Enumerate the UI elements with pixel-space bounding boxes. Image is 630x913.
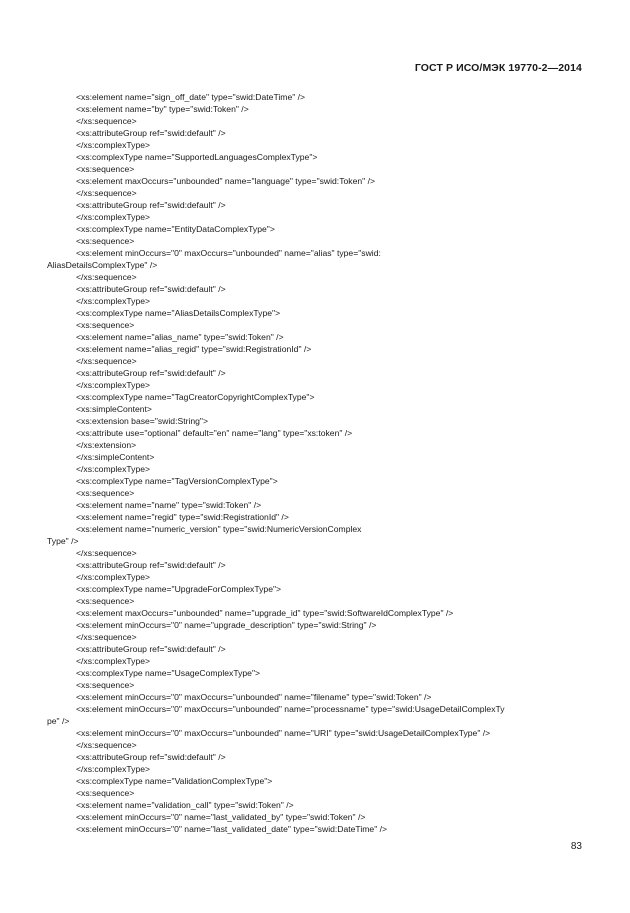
code-line: <xs:element name="validation_call" type="swid:Token" />: [76, 800, 294, 810]
code-line: <xs:simpleContent>: [76, 404, 152, 414]
code-line: </xs:complexType>: [76, 764, 151, 774]
code-line: </xs:complexType>: [76, 572, 151, 582]
code-line: <xs:complexType name="AliasDetailsComplexType">: [76, 308, 281, 318]
code-line: <xs:element minOccurs="0" maxOccurs="unbounded" name="filename" type="swid:Token" />: [76, 692, 432, 702]
code-line: <xs:attributeGroup ref="swid:default" />: [76, 644, 226, 654]
code-line: <xs:element name="alias_regid" type="swid:RegistrationId" />: [76, 344, 312, 354]
xsd-code-listing: [0, 91, 630, 835]
code-line: <xs:element minOccurs="0" maxOccurs="unbounded" name="processname" type="swid:UsageDetailComplexTy: [76, 704, 505, 714]
code-line: <xs:element minOccurs="0" name="upgrade_description" type="swid:String" />: [76, 620, 377, 630]
code-line: <xs:attributeGroup ref="swid:default" />: [76, 200, 226, 210]
code-line: </xs:simpleContent>: [76, 452, 155, 462]
code-line: <xs:element name="alias_name" type="swid:Token" />: [76, 332, 284, 342]
code-line: <xs:complexType name="UpgradeForComplexType">: [76, 584, 282, 594]
code-line: <xs:attributeGroup ref="swid:default" />: [76, 752, 226, 762]
code-line-continuation: Type" />: [47, 536, 79, 546]
code-line: <xs:attribute use="optional" default="en" name="lang" type="xs:token" />: [76, 428, 353, 438]
code-line: <xs:element minOccurs="0" name="last_validated_date" type="swid:DateTime" />: [76, 824, 388, 834]
code-line: <xs:element minOccurs="0" maxOccurs="unbounded" name="alias" type="swid:: [76, 248, 381, 258]
code-line: </xs:sequence>: [76, 632, 137, 642]
code-line: <xs:complexType name="TagCreatorCopyrightComplexType">: [76, 392, 315, 402]
code-line: </xs:complexType>: [76, 296, 151, 306]
code-line: <xs:complexType name="ValidationComplexType">: [76, 776, 273, 786]
code-line: </xs:sequence>: [76, 740, 137, 750]
code-line: <xs:sequence>: [76, 164, 135, 174]
code-line: </xs:complexType>: [76, 656, 151, 666]
code-line: <xs:sequence>: [76, 596, 135, 606]
code-line: <xs:complexType name="TagVersionComplexType">: [76, 476, 278, 486]
code-line-continuation: AliasDetailsComplexType" />: [47, 260, 158, 270]
code-line: <xs:complexType name="EntityDataComplexType">: [76, 224, 275, 234]
code-line: </xs:sequence>: [76, 116, 137, 126]
document-header: ГОСТ Р ИСО/МЭК 19770-2—2014: [414, 62, 582, 74]
code-line: <xs:complexType name="UsageComplexType">: [76, 668, 261, 678]
code-line-continuation: pe" />: [47, 716, 70, 726]
code-line: <xs:attributeGroup ref="swid:default" />: [76, 128, 226, 138]
code-line: </xs:complexType>: [76, 140, 151, 150]
code-line: </xs:sequence>: [76, 272, 137, 282]
code-line: </xs:sequence>: [76, 548, 137, 558]
code-line: <xs:element minOccurs="0" maxOccurs="unbounded" name="URI" type="swid:UsageDetailComplexType" />: [76, 728, 491, 738]
code-line: </xs:complexType>: [76, 464, 151, 474]
code-line: <xs:element name="regid" type="swid:RegistrationId" />: [76, 512, 289, 522]
code-line: <xs:element name="by" type="swid:Token" />: [76, 104, 249, 114]
code-line: <xs:attributeGroup ref="swid:default" />: [76, 560, 226, 570]
code-line: </xs:sequence>: [76, 356, 137, 366]
code-line: </xs:complexType>: [76, 380, 151, 390]
code-line: <xs:element name="name" type="swid:Token" />: [76, 500, 262, 510]
page-number: 83: [570, 841, 582, 852]
code-line: </xs:complexType>: [76, 212, 151, 222]
code-line: <xs:element maxOccurs="unbounded" name="upgrade_id" type="swid:SoftwareIdComplexType" />: [76, 608, 454, 618]
code-line: <xs:sequence>: [76, 488, 135, 498]
code-line: <xs:attributeGroup ref="swid:default" />: [76, 368, 226, 378]
code-line: <xs:element maxOccurs="unbounded" name="language" type="swid:Token" />: [76, 176, 375, 186]
code-line: <xs:sequence>: [76, 680, 135, 690]
code-line: <xs:element minOccurs="0" name="last_validated_by" type="swid:Token" />: [76, 812, 366, 822]
code-line: </xs:extension>: [76, 440, 137, 450]
code-line: <xs:sequence>: [76, 236, 135, 246]
code-line: </xs:sequence>: [76, 188, 137, 198]
code-line: <xs:complexType name="SupportedLanguagesComplexType">: [76, 152, 318, 162]
code-line: <xs:element name="numeric_version" type="swid:NumericVersionComplex: [76, 524, 362, 534]
code-line: <xs:sequence>: [76, 788, 135, 798]
code-line: <xs:attributeGroup ref="swid:default" />: [76, 284, 226, 294]
code-line: <xs:sequence>: [76, 320, 135, 330]
code-line: <xs:extension base="swid:String">: [76, 416, 208, 426]
code-line: <xs:element name="sign_off_date" type="swid:DateTime" />: [76, 92, 306, 102]
